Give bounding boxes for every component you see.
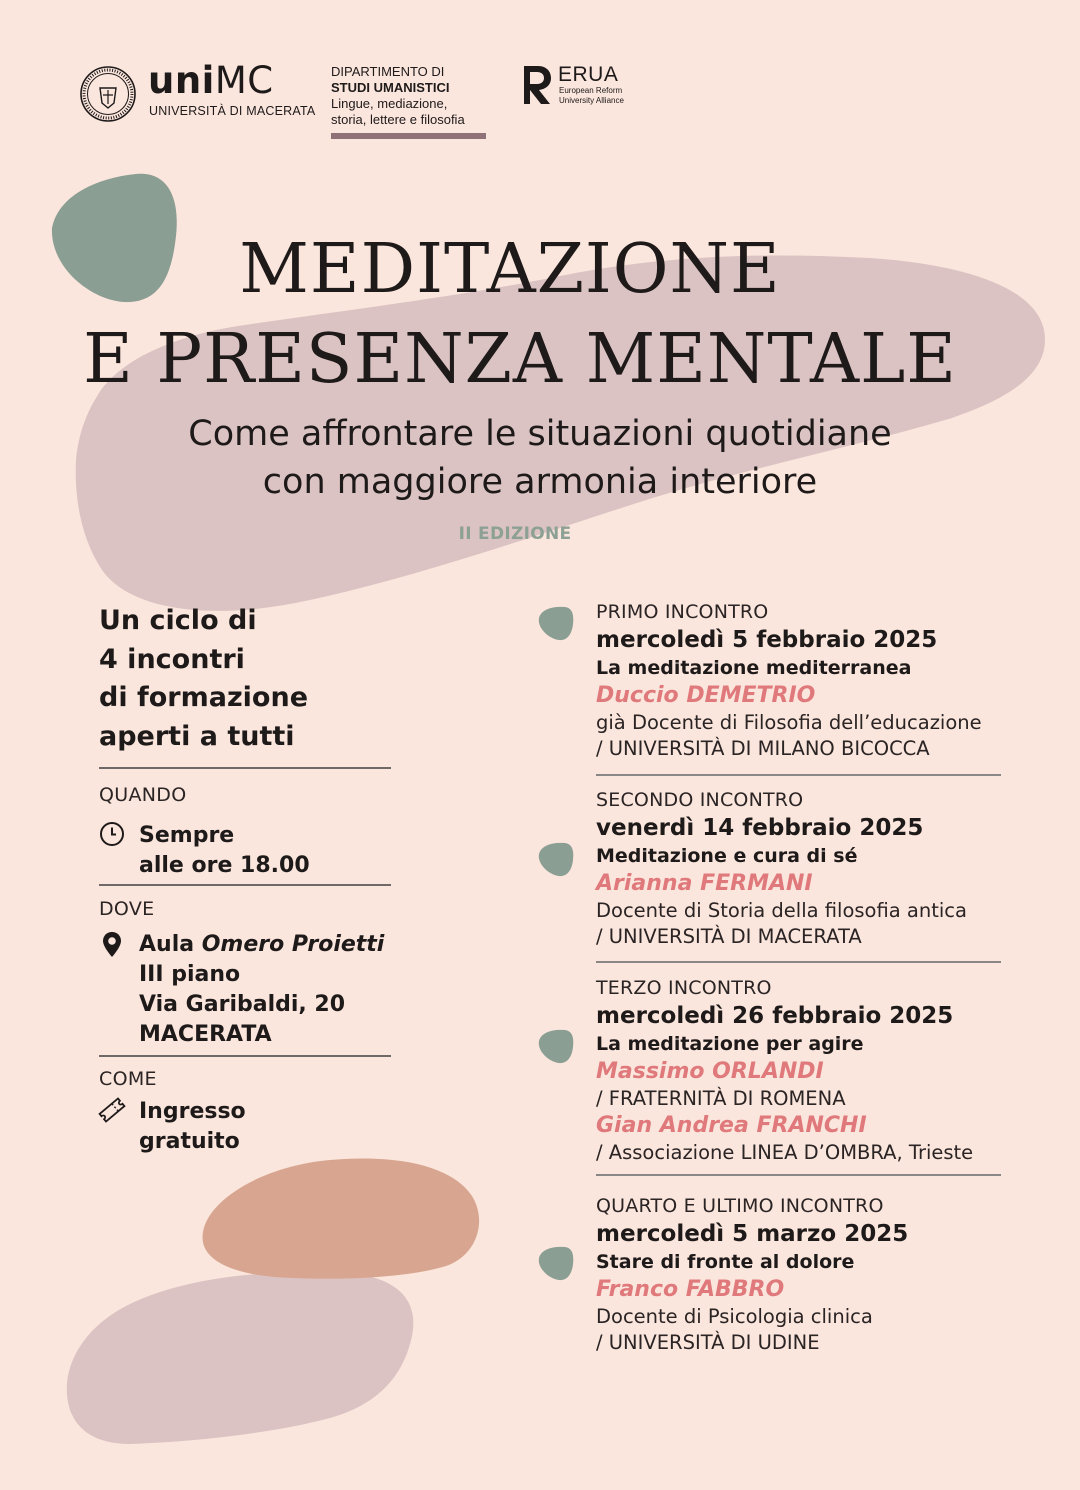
event-label: PRIMO INCONTRO: [596, 601, 769, 623]
terracotta-blob: [203, 1159, 480, 1279]
speaker-affiliation: già Docente di Filosofia dell’educazione: [596, 711, 982, 734]
clock-icon: [98, 820, 126, 848]
divider: [596, 1174, 1001, 1176]
event-label: SECONDO INCONTRO: [596, 789, 804, 811]
erua-logo-mark: [522, 64, 552, 106]
speaker-name: Duccio DEMETRIO: [596, 683, 816, 708]
sage-dot: [535, 840, 575, 878]
edition-label: II EDIZIONE: [458, 524, 572, 544]
event-topic: La meditazione mediterranea: [596, 657, 912, 679]
department-block: [331, 64, 487, 128]
subtitle-line-1: Come affrontare le situazioni quotidiane: [188, 414, 892, 454]
event-date: mercoledì 5 febbraio 2025: [596, 627, 938, 653]
divider: [99, 1055, 391, 1057]
divider: [99, 767, 391, 769]
speaker-affiliation: / Associazione LINEA D’OMBRA, Trieste: [596, 1141, 974, 1164]
speaker-affiliation: Docente di Psicologia clinica: [596, 1305, 873, 1328]
where-value: Aula Omero Proietti III piano Via Garibaldi, 20 MACERATA: [139, 932, 385, 1047]
divider: [596, 774, 1001, 776]
subtitle-line-2: con maggiore armonia interiore: [262, 462, 818, 502]
event-date: venerdì 14 febbraio 2025: [596, 815, 924, 841]
speaker-name: Franco FABBRO: [596, 1277, 785, 1302]
event-1: [596, 599, 1016, 762]
erua-name: ERUA: [558, 63, 619, 86]
speaker-affiliation: / UNIVERSITÀ DI MACERATA: [596, 925, 862, 948]
when-value: Sempre alle ore 18.00: [139, 823, 310, 878]
when-label: QUANDO: [99, 784, 187, 806]
how-value: Ingresso gratuito: [139, 1099, 246, 1154]
speaker-affiliation: / UNIVERSITÀ DI UDINE: [596, 1331, 820, 1354]
title-line-2: E PRESENZA MENTALE: [83, 320, 957, 399]
event-label: TERZO INCONTRO: [596, 977, 772, 999]
speaker-name: Massimo ORLANDI: [596, 1059, 824, 1084]
where-label: DOVE: [99, 898, 155, 920]
event-3: [596, 975, 1016, 1166]
dept-underline-bar: [331, 133, 486, 139]
divider: [99, 884, 391, 886]
event-topic: La meditazione per agire: [596, 1033, 864, 1055]
event-topic: Stare di fronte al dolore: [596, 1251, 855, 1273]
unimc-logo: uniMC: [148, 59, 274, 102]
speaker-affiliation: / FRATERNITÀ DI ROMENA: [596, 1087, 846, 1110]
where-room: Aula Omero Proietti: [139, 932, 385, 957]
dept-line-4: storia, lettere e filosofia: [331, 112, 465, 127]
cycle-description: Un ciclo di 4 incontri di formazione aperti a tutti: [99, 605, 308, 752]
subtitle: [40, 410, 1040, 506]
speaker-name: Arianna FERMANI: [596, 871, 813, 896]
dept-line-3: Lingue, mediazione,: [331, 96, 448, 111]
event-4: [596, 1193, 1016, 1356]
speaker-affiliation: Docente di Storia della filosofia antica: [596, 899, 967, 922]
dept-line-2: STUDI UMANISTICI: [331, 80, 450, 95]
event-label: QUARTO E ULTIMO INCONTRO: [596, 1195, 884, 1217]
how-label: COME: [99, 1068, 157, 1090]
sage-dot: [535, 1244, 575, 1282]
mauve-blob-bottom: [67, 1272, 414, 1444]
title-line-1: MEDITAZIONE: [239, 230, 781, 309]
event-date: mercoledì 26 febbraio 2025: [596, 1003, 954, 1029]
event-date: mercoledì 5 marzo 2025: [596, 1221, 909, 1247]
event-2: [596, 787, 1016, 950]
location-pin-icon: [98, 930, 126, 958]
dept-line-1: DIPARTIMENTO DI: [331, 64, 445, 79]
unimc-subtitle: UNIVERSITÀ DI MACERATA: [149, 104, 316, 118]
speaker-affiliation: / UNIVERSITÀ DI MILANO BICOCCA: [596, 737, 930, 760]
event-topic: Meditazione e cura di sé: [596, 845, 858, 867]
sage-dot: [535, 1027, 575, 1065]
divider: [596, 961, 1001, 963]
sage-dot: [535, 604, 575, 642]
ticket-icon: [98, 1096, 126, 1124]
erua-tagline: European Reform University Alliance: [559, 86, 624, 105]
university-seal-logo: [80, 66, 136, 122]
speaker-name: Gian Andrea FRANCHI: [596, 1113, 867, 1138]
